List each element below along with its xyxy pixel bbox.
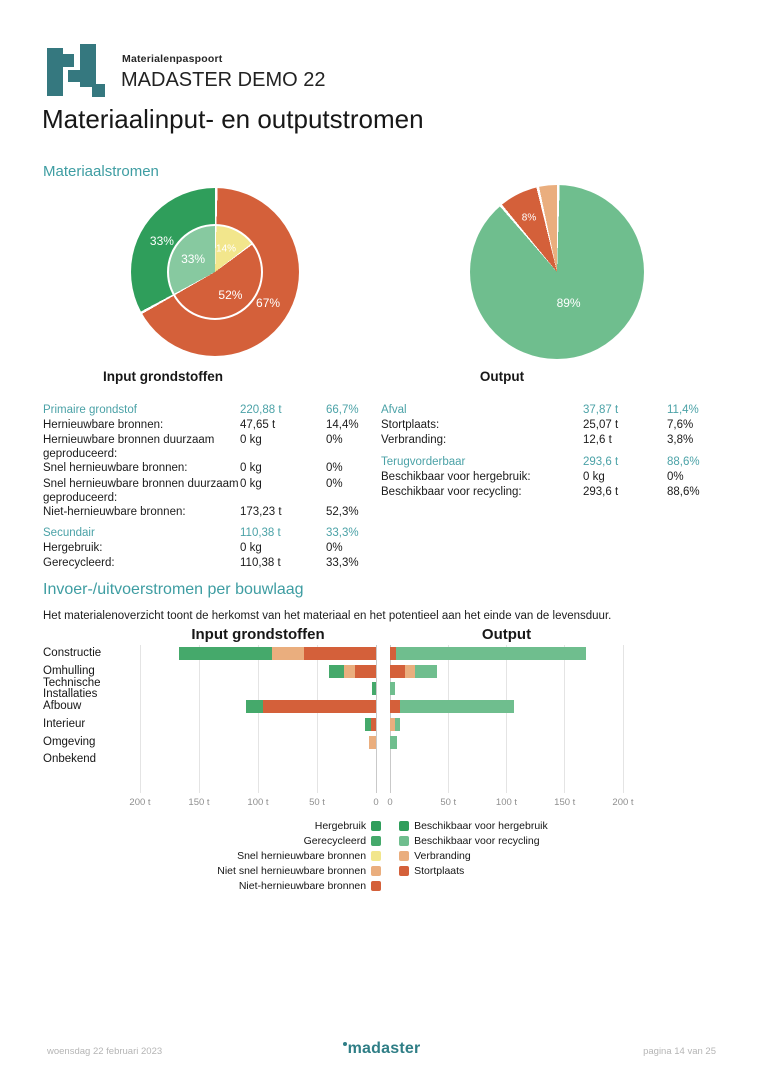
axis-tick-label: 150 t bbox=[554, 797, 576, 808]
table-cell-amount: 25,07 t bbox=[583, 419, 619, 432]
bar-category-label: Onbekend bbox=[43, 753, 97, 766]
table-cell-amount: 0 kg bbox=[240, 434, 262, 447]
table-cell-pct: 88,6% bbox=[667, 485, 700, 498]
bar-segment-red bbox=[390, 700, 400, 713]
bar-segment-green_soft bbox=[400, 700, 514, 713]
table-cell-label: Primaire grondstof bbox=[43, 404, 137, 416]
table-cell-label: Gerecycleerd: bbox=[43, 557, 115, 570]
legend-swatch-icon bbox=[371, 881, 381, 891]
axis-tick-label: 200 t bbox=[129, 797, 151, 808]
table-cell-label: Terugvorderbaar bbox=[381, 455, 466, 468]
bar-row bbox=[140, 718, 376, 731]
bar-category-label: Interieur bbox=[43, 717, 86, 730]
bar-row bbox=[390, 647, 623, 660]
bar-row bbox=[140, 736, 376, 749]
table-cell-pct: 3,8% bbox=[667, 434, 694, 447]
input-bar-plot bbox=[140, 645, 376, 793]
input-pie-title: Input grondstoffen bbox=[103, 369, 223, 384]
bar-row bbox=[140, 753, 376, 766]
bar-segment-green_soft bbox=[415, 665, 437, 678]
footer-page-number: pagina 14 van 25 bbox=[643, 1046, 716, 1057]
output-bar-plot bbox=[390, 645, 623, 793]
document-type-label: Materialenpaspoort bbox=[122, 53, 223, 65]
table-row bbox=[43, 556, 378, 571]
bar-chart-legend bbox=[110, 820, 655, 892]
table-cell-label: Verbranding: bbox=[381, 434, 447, 447]
pie-slice-label: 89% bbox=[556, 295, 581, 310]
bar-segment-red bbox=[390, 665, 405, 678]
table-cell-amount: 293,6 t bbox=[583, 485, 619, 498]
output-pie-title: Output bbox=[479, 369, 525, 384]
output-pie-chart bbox=[470, 185, 644, 359]
table-cell-pct: 11,4% bbox=[667, 404, 699, 416]
axis-tick-label: 150 t bbox=[188, 797, 210, 808]
bar-category-label: Omhulling bbox=[43, 664, 95, 677]
page-title: Materiaalinput- en outputstromen bbox=[42, 104, 424, 134]
bar-segment-green_soft bbox=[395, 718, 400, 731]
bar-category-label: Constructie bbox=[43, 647, 102, 660]
bar-chart-left-title: Input grondstoffen bbox=[191, 626, 325, 643]
table-cell-pct: 0% bbox=[667, 470, 684, 483]
table-row bbox=[43, 418, 378, 433]
table-group-header bbox=[381, 403, 716, 418]
table-group-header bbox=[381, 455, 716, 470]
bar-segment-green_med bbox=[372, 682, 376, 695]
axis-tick-label: 200 t bbox=[612, 797, 634, 808]
legend-item bbox=[399, 865, 548, 877]
legend-swatch-icon bbox=[399, 851, 409, 861]
bouwlaag-description: Het materialenoverzicht toont de herkomst van het materiaal en het potentieel aan het einde van de levensduur. bbox=[43, 610, 612, 622]
table-cell-amount: 110,38 t bbox=[240, 557, 281, 570]
table-cell-amount: 220,88 t bbox=[240, 404, 282, 416]
legend-swatch-icon bbox=[399, 866, 409, 876]
legend-label: Hergebruik bbox=[314, 819, 367, 832]
table-cell-label: Hernieuwbare bronnen: bbox=[43, 419, 164, 432]
bar-chart-right-title: Output bbox=[481, 626, 532, 643]
bar-segment-red bbox=[304, 647, 376, 660]
bar-row bbox=[390, 753, 623, 766]
table-cell-label: Secundair bbox=[43, 526, 95, 539]
table-cell-label: Snel hernieuwbare bronnen duurzaam geproduceerd: bbox=[43, 477, 239, 504]
table-row bbox=[381, 470, 716, 485]
bar-row bbox=[390, 682, 623, 695]
legend-item bbox=[399, 835, 548, 847]
bar-segment-red bbox=[355, 665, 376, 678]
table-cell-pct: 14,4% bbox=[326, 419, 359, 432]
table-row bbox=[43, 541, 378, 556]
table-row bbox=[381, 418, 716, 433]
table-cell-pct: 66,7% bbox=[326, 404, 359, 416]
table-cell-label: Stortplaats: bbox=[381, 419, 440, 432]
axis-tick-label: 0 bbox=[387, 797, 393, 808]
table-cell-label: Beschikbaar voor hergebruik: bbox=[381, 470, 531, 483]
legend-item bbox=[217, 820, 381, 832]
pie-slice-label: 33% bbox=[149, 234, 174, 249]
bar-segment-green_soft bbox=[390, 736, 397, 749]
pie-slice-label: 14% bbox=[216, 243, 237, 255]
legend-label: Verbranding bbox=[414, 849, 471, 862]
legend-item bbox=[217, 850, 381, 862]
pie-slice-label: 67% bbox=[256, 295, 281, 310]
table-cell-amount: 37,87 t bbox=[583, 404, 619, 416]
bar-category-label: Afbouw bbox=[43, 700, 82, 713]
axis-tick-label: 100 t bbox=[495, 797, 518, 808]
input-streams-table bbox=[43, 403, 378, 571]
output-axis-ticks bbox=[387, 797, 634, 809]
input-axis-ticks bbox=[129, 797, 379, 809]
legend-swatch-icon bbox=[371, 866, 381, 876]
bar-segment-tan bbox=[369, 736, 376, 749]
bar-category-label: Omgeving bbox=[43, 735, 96, 748]
bar-row bbox=[390, 665, 623, 678]
table-cell-label: Snel hernieuwbare bronnen: bbox=[43, 462, 188, 475]
legend-swatch-icon bbox=[371, 851, 381, 861]
section-heading-materiaalstromen: Materiaalstromen bbox=[43, 163, 159, 180]
bar-segment-tan bbox=[344, 665, 355, 678]
legend-label: Stortplaats bbox=[414, 864, 465, 877]
madaster-dot-icon bbox=[343, 1042, 347, 1046]
table-cell-pct: 0% bbox=[326, 541, 343, 554]
bar-segment-green_med bbox=[246, 700, 263, 713]
table-cell-pct: 52,3% bbox=[326, 505, 359, 518]
madaster-logo-icon bbox=[47, 44, 107, 98]
legend-label: Snel hernieuwbare bronnen bbox=[237, 849, 367, 862]
bar-segment-tan bbox=[272, 647, 304, 660]
legend-swatch-icon bbox=[371, 836, 381, 846]
table-cell-label: Hergebruik: bbox=[43, 541, 103, 554]
bar-segment-green_med bbox=[329, 665, 344, 678]
input-pie-inner-ring bbox=[167, 224, 263, 320]
table-cell-pct: 33,3% bbox=[326, 557, 359, 570]
table-row bbox=[43, 461, 378, 476]
table-cell-label: Niet-hernieuwbare bronnen: bbox=[43, 505, 186, 518]
bar-row bbox=[140, 682, 376, 695]
legend-swatch-icon bbox=[399, 836, 409, 846]
input-pie-chart bbox=[131, 188, 299, 356]
table-cell-amount: 173,23 t bbox=[240, 505, 282, 518]
bar-row bbox=[140, 700, 376, 713]
bar-row bbox=[390, 700, 623, 713]
output-streams-table bbox=[381, 403, 716, 500]
table-cell-pct: 7,6% bbox=[667, 419, 694, 432]
table-cell-amount: 0 kg bbox=[240, 541, 262, 554]
bar-category-label: Technische Installaties bbox=[43, 676, 101, 701]
pie-slice-label: 52% bbox=[218, 287, 243, 302]
legend-item bbox=[399, 850, 548, 862]
table-cell-amount: 110,38 t bbox=[240, 526, 281, 539]
section-heading-bouwlaag: Invoer-/uitvoerstromen per bouwlaag bbox=[43, 581, 304, 598]
table-cell-label: Hernieuwbare bronnen duurzaam geproduceerd: bbox=[43, 434, 215, 461]
legend-item bbox=[217, 835, 381, 847]
table-row bbox=[381, 485, 716, 500]
table-cell-pct: 0% bbox=[326, 477, 343, 490]
pie-slice-label: 33% bbox=[181, 252, 206, 267]
bar-row bbox=[140, 665, 376, 678]
legend-label: Beschikbaar voor recycling bbox=[414, 834, 540, 847]
legend-item bbox=[217, 880, 381, 892]
legend-swatch-icon bbox=[371, 821, 381, 831]
legend-item bbox=[217, 865, 381, 877]
legend-label: Beschikbaar voor hergebruik bbox=[414, 819, 548, 832]
table-cell-pct: 0% bbox=[326, 434, 343, 447]
table-cell-amount: 293,6 t bbox=[583, 455, 619, 468]
bar-segment-green_soft bbox=[390, 682, 395, 695]
legend-label: Niet-hernieuwbare bronnen bbox=[238, 879, 367, 892]
footer-date: woensdag 22 februari 2023 bbox=[47, 1046, 163, 1057]
axis-tick-label: 0 bbox=[373, 797, 379, 808]
bar-segment-red bbox=[263, 700, 376, 713]
legend-input-column bbox=[217, 820, 381, 892]
axis-tick-label: 50 t bbox=[309, 797, 325, 808]
bar-segment-red bbox=[371, 718, 376, 731]
table-cell-amount: 12,6 t bbox=[583, 434, 612, 447]
bar-row bbox=[390, 736, 623, 749]
table-cell-pct: 0% bbox=[326, 462, 343, 475]
bar-row bbox=[140, 647, 376, 660]
bar-row bbox=[390, 718, 623, 731]
madaster-wordmark: madaster bbox=[0, 1040, 763, 1058]
table-cell-label: Afval bbox=[381, 404, 407, 416]
table-row bbox=[43, 433, 378, 461]
table-cell-amount: 0 kg bbox=[583, 470, 605, 483]
table-group-header bbox=[43, 403, 378, 418]
table-cell-pct: 88,6% bbox=[667, 455, 700, 468]
table-group-header bbox=[43, 526, 378, 541]
legend-label: Gerecycleerd bbox=[303, 834, 367, 847]
pie-slice-label: 8% bbox=[521, 212, 537, 224]
table-cell-pct: 33,3% bbox=[326, 526, 359, 539]
table-cell-amount: 47,65 t bbox=[240, 419, 276, 432]
table-cell-label: Beschikbaar voor recycling: bbox=[381, 485, 522, 498]
legend-item bbox=[399, 820, 548, 832]
table-row bbox=[43, 505, 378, 520]
legend-label: Niet snel hernieuwbare bronnen bbox=[217, 864, 367, 877]
legend-output-column bbox=[399, 820, 548, 892]
project-title: MADASTER DEMO 22 bbox=[121, 69, 326, 91]
axis-tick-label: 100 t bbox=[247, 797, 269, 808]
table-row bbox=[43, 477, 378, 505]
table-cell-amount: 0 kg bbox=[240, 477, 262, 490]
table-row bbox=[381, 433, 716, 448]
legend-swatch-icon bbox=[399, 821, 409, 831]
table-cell-amount: 0 kg bbox=[240, 462, 262, 475]
bar-segment-green_med bbox=[179, 647, 272, 660]
bar-segment-tan bbox=[405, 665, 415, 678]
axis-tick-label: 50 t bbox=[440, 797, 457, 808]
bar-segment-green_soft bbox=[396, 647, 586, 660]
